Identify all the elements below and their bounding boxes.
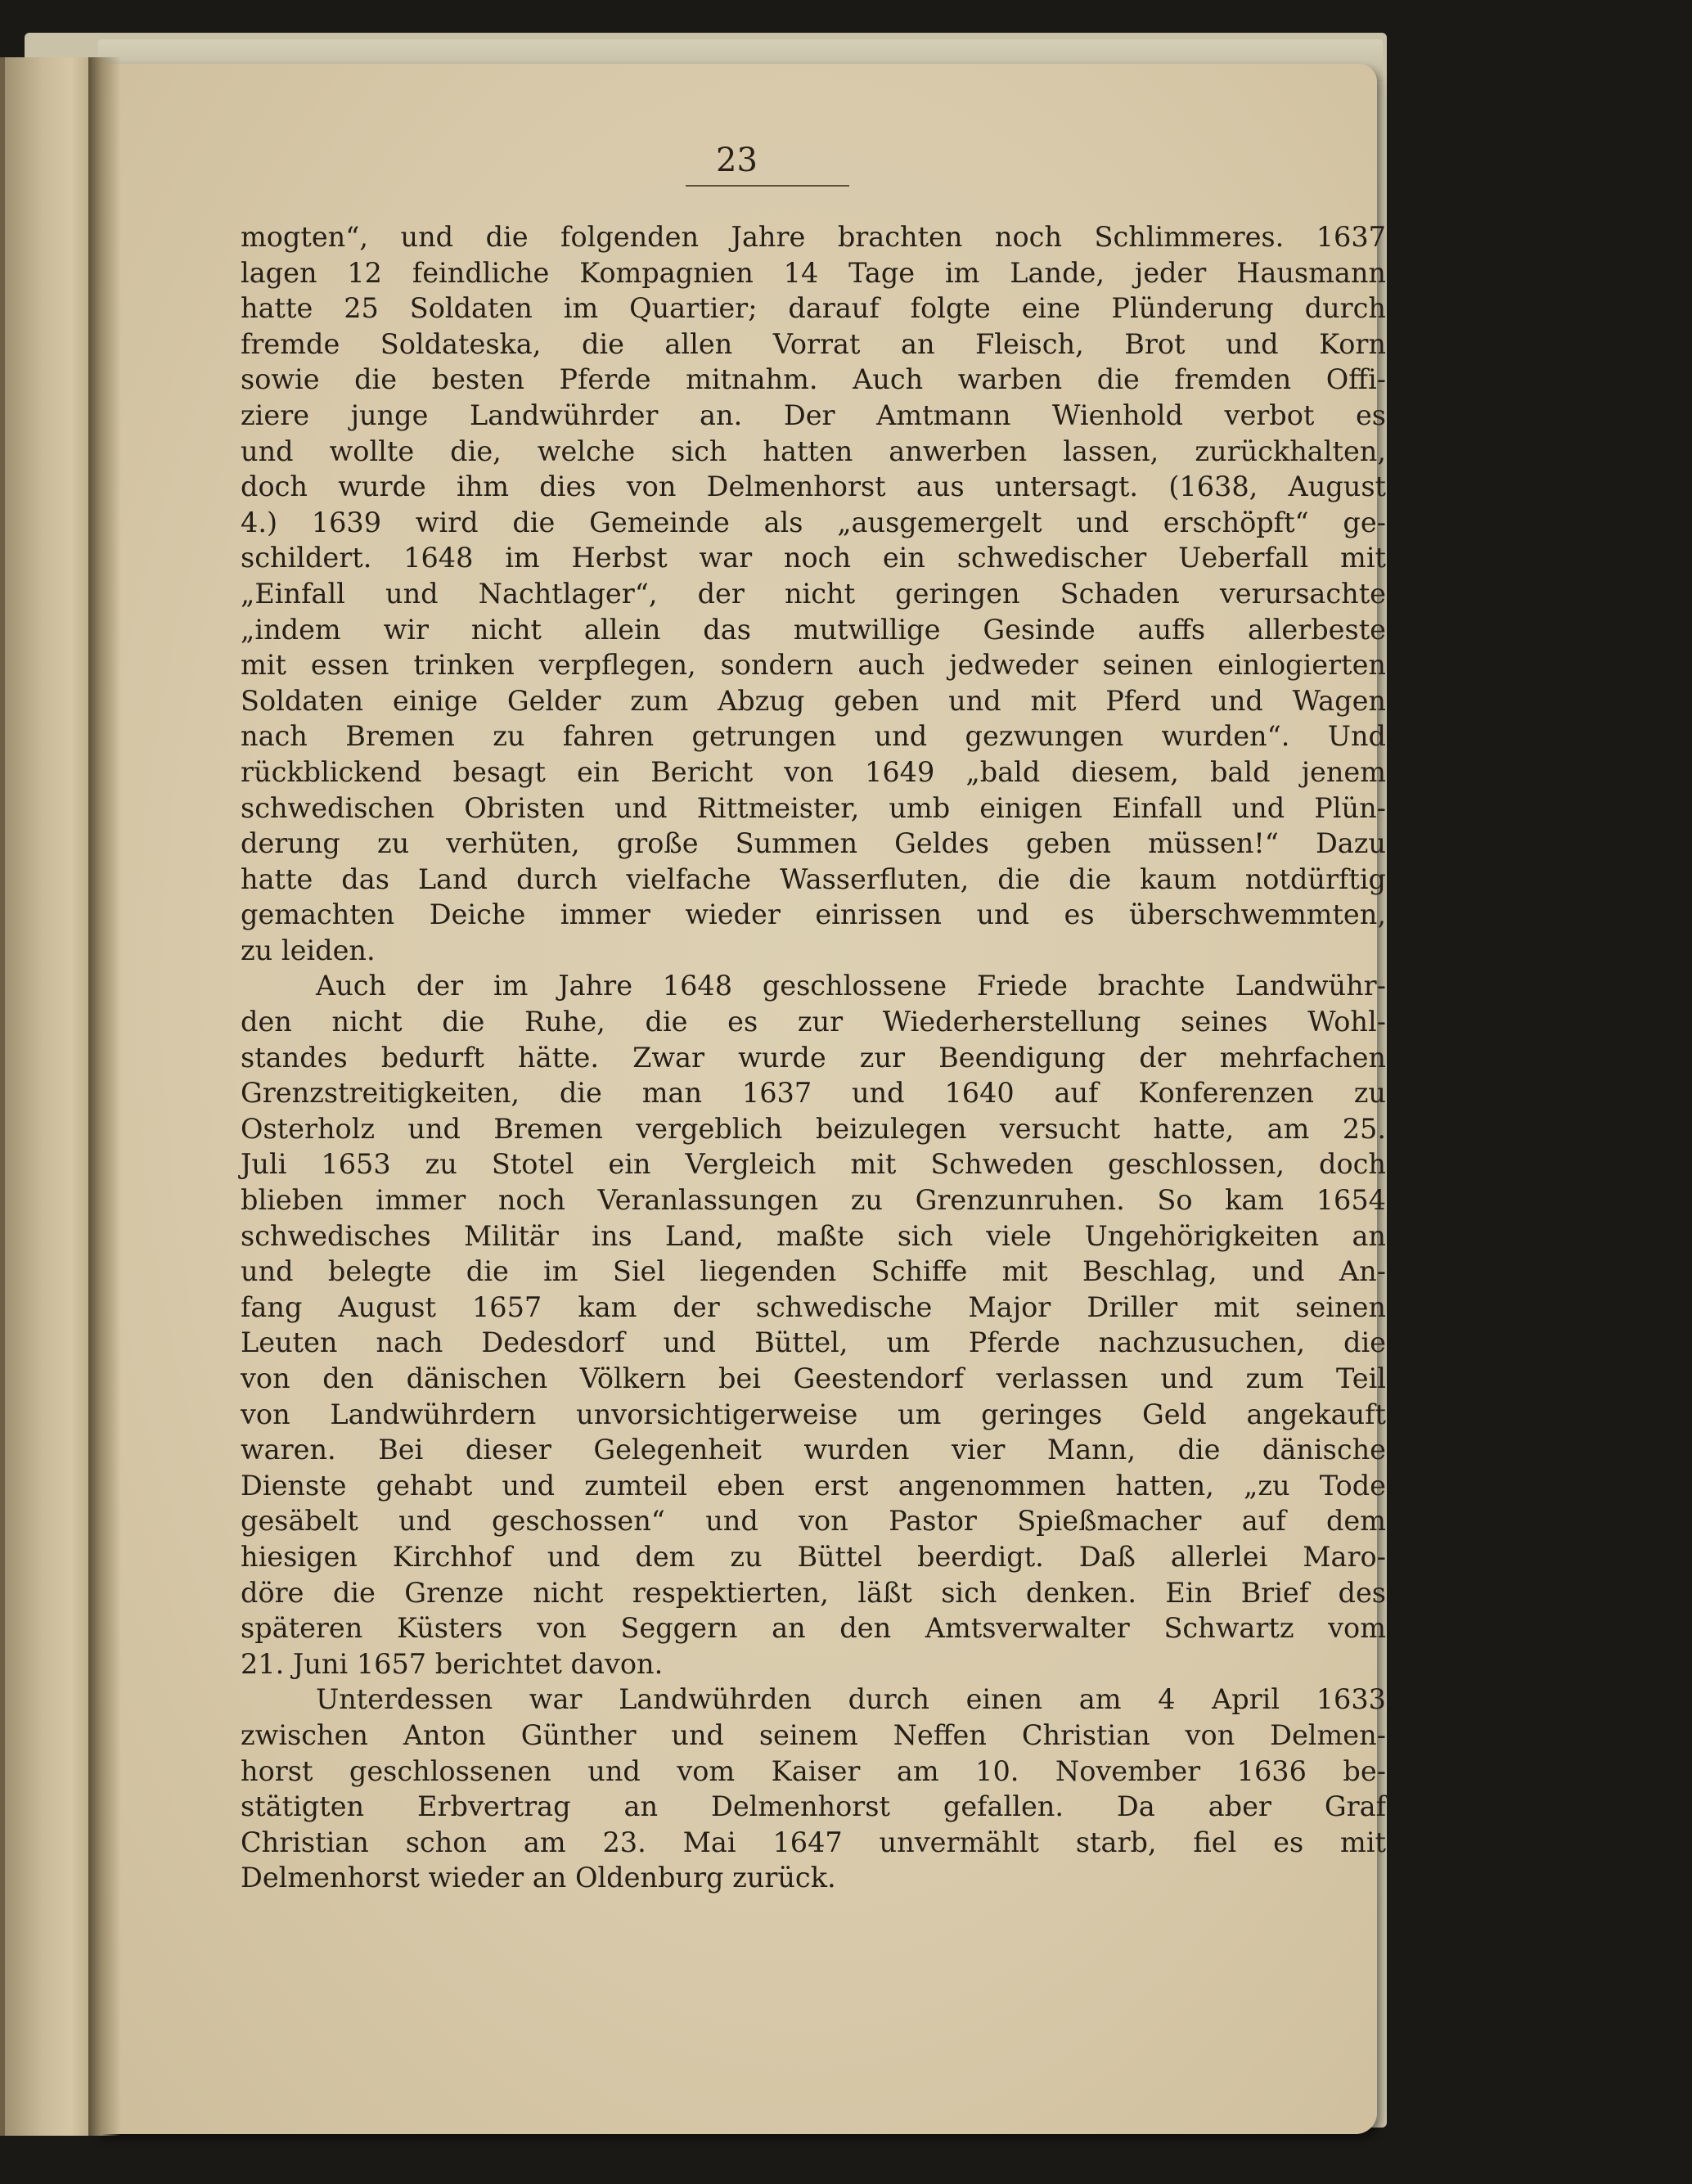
text-line: doch wurde ihm dies von Delmenhorst aus untersagt. (1638, August [241, 471, 1386, 503]
text-line: Auch der im Jahre 1648 geschlossene Friede brachte Landwühr- [316, 970, 1386, 1002]
text-line: rückblickend besagt ein Bericht von 1649 „bald diesem, bald jenem [241, 755, 1386, 788]
left-page-edge [0, 57, 5, 2136]
text-line: von den dänischen Völkern bei Geestendorf verlassen und zum Teil [241, 1362, 1386, 1394]
text-line: fremde Soldateska, die allen Vorrat an Fleisch, Brot und Korn [241, 327, 1386, 360]
text-line: Unterdessen war Landwührden durch einen am 4 April 1633 [316, 1683, 1386, 1716]
text-line: späteren Küsters von Seggern an den Amtsverwalter Schwartz vom [241, 1612, 1386, 1645]
text-line: Grenzstreitigkeiten, die man 1637 und 1640 auf Konferenzen zu [241, 1077, 1386, 1110]
text-line: hatte das Land durch vielfache Wasserfluten, die die kaum notdürftig [241, 862, 1386, 895]
text-line: waren. Bei dieser Gelegenheit wurden vier Mann, die dänische [241, 1434, 1386, 1466]
text-line: blieben immer noch Veranlassungen zu Grenzunruhen. So kam 1654 [241, 1184, 1386, 1217]
text-line: und belegte die im Siel liegenden Schiffe mit Beschlag, und An- [241, 1255, 1386, 1288]
text-line: hatte 25 Soldaten im Quartier; darauf folgte eine Plünderung durch [241, 292, 1386, 325]
text-line: lagen 12 feindliche Kompagnien 14 Tage im Lande, jeder Hausmann [241, 256, 1386, 289]
text-line: zu leiden. [241, 934, 376, 966]
text-line: fang August 1657 kam der schwedische Major Driller mit seinen [241, 1290, 1386, 1323]
text-line: ziere junge Landwührder an. Der Amtmann Wienhold verbot es [241, 399, 1386, 431]
text-line: Christian schon am 23. Mai 1647 unvermählt starb, fiel es mit [241, 1826, 1386, 1858]
text-line: 21. Juni 1657 berichtet davon. [241, 1647, 664, 1680]
text-line: gesäbelt und geschossen“ und von Pastor Spießmacher auf dem [241, 1505, 1386, 1538]
text-line: „Einfall und Nachtlager“, der nicht geringen Schaden verursachte [241, 577, 1386, 610]
text-line: mit essen trinken verpflegen, sondern auch jedweder seinen einlogierten [241, 649, 1386, 682]
text-line: gemachten Deiche immer wieder einrissen und es überschwemmten, [241, 898, 1386, 931]
left-facing-page [0, 57, 94, 2136]
text-line: stätigten Erbvertrag an Delmenhorst gefallen. Da aber Graf [241, 1790, 1386, 1823]
text-line: Soldaten einige Gelder zum Abzug geben und mit Pferd und Wagen [241, 684, 1386, 717]
text-line: horst geschlossenen und vom Kaiser am 10. November 1636 be- [241, 1754, 1386, 1787]
text-line: zwischen Anton Günther und seinem Neffen Christian von Delmen- [241, 1718, 1386, 1751]
text-line: schildert. 1648 im Herbst war noch ein schwedischer Ueberfall mit [241, 542, 1386, 574]
text-line: Leuten nach Dedesdorf und Büttel, um Pferde nachzusuchen, die [241, 1326, 1386, 1359]
text-line: Delmenhorst wieder an Oldenburg zurück. [241, 1862, 836, 1894]
text-line: nach Bremen zu fahren getrungen und gezwungen wurden“. Und [241, 720, 1386, 753]
text-line: „indem wir nicht allein das mutwillige Gesinde auffs allerbeste [241, 613, 1386, 646]
book-page [97, 64, 1386, 2134]
text-line: hiesigen Kirchhof und dem zu Büttel beerdigt. Daß allerlei Maro- [241, 1540, 1386, 1573]
text-line: von Landwührdern unvorsichtigerweise um geringes Geld angekauft [241, 1398, 1386, 1430]
text-line: Osterholz und Bremen vergeblich beizulegen versucht hatte, am 25. [241, 1112, 1386, 1145]
text-line: Dienste gehabt und zumteil eben erst angenommen hatten, „zu Tode [241, 1469, 1386, 1502]
text-line: döre die Grenze nicht respektierten, läßt sich denken. Ein Brief des [241, 1576, 1386, 1609]
text-line: Juli 1653 zu Stotel ein Vergleich mit Schweden geschlossen, doch [241, 1148, 1386, 1181]
text-line: standes bedurft hätte. Zwar wurde zur Beendigung der mehrfachen [241, 1041, 1386, 1074]
text-line: schwedischen Obristen und Rittmeister, umb einigen Einfall und Plün- [241, 791, 1386, 824]
book-gutter-shadow [88, 57, 121, 2136]
text-line: derung zu verhüten, große Summen Geldes geben müssen!“ Dazu [241, 827, 1386, 860]
text-line: 4.) 1639 wird die Gemeinde als „ausgemergelt und erschöpft“ ge- [241, 506, 1386, 538]
text-line: sowie die besten Pferde mitnahm. Auch warben die fremden Offi- [241, 363, 1386, 396]
page-number: 23 [716, 142, 758, 179]
text-line: mogten“, und die folgenden Jahre brachten noch Schlimmeres. 1637 [241, 221, 1386, 253]
text-line: schwedisches Militär ins Land, maßte sich viele Ungehörigkeiten an [241, 1219, 1386, 1252]
text-line: und wollte die, welche sich hatten anwerben lassen, zurückhalten, [241, 435, 1386, 467]
text-line: den nicht die Ruhe, die es zur Wiederherstellung seines Wohl- [241, 1006, 1386, 1038]
header-rule [686, 185, 849, 187]
body-text [241, 219, 1386, 1896]
